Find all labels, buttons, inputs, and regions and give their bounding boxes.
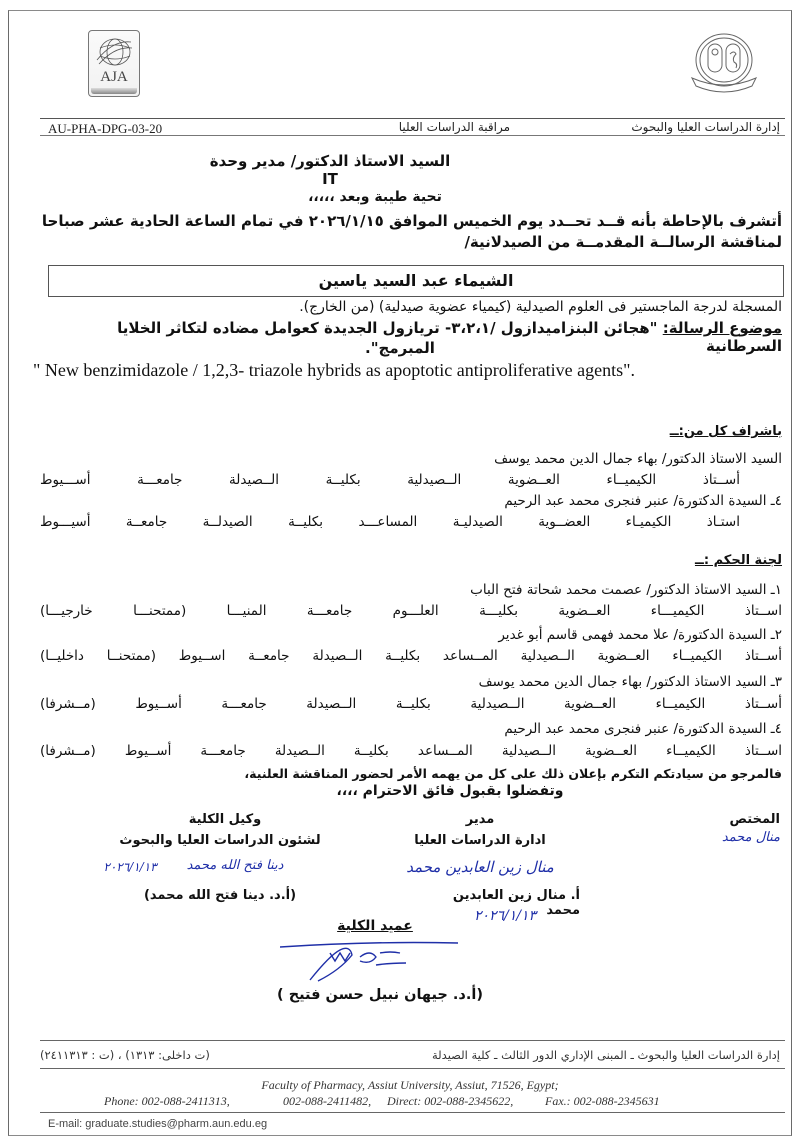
committee-heading: لجنة الحكم :ــ [694,553,782,568]
director-name: أ. منال زين العابدين محمد [452,888,580,918]
university-seal-icon [684,26,764,100]
footer-divider [40,1040,785,1041]
footer-phone: Phone: 002-088-2411313, [104,1094,230,1108]
committee-member-name: ٣ـ السيد الاستاذ الدكتور/ بهاء جمال الدين محمد يوسف [478,674,782,690]
logo-base [91,88,137,94]
header-right-label: إدارة الدراسات العليا والبحوث [631,120,780,134]
dean-signature-icon [280,935,460,985]
director-title: مدير [465,812,495,827]
aja-logo [88,30,140,97]
footer-divider [40,1068,785,1069]
committee-member-name: ٢ـ السيدة الدكتورة/ علا محمد فهمى قاسم أبو غدير [498,627,782,643]
footer-divider [40,1112,785,1113]
footer-phone-2: 002-088-2411482, [283,1094,372,1108]
closing-regards: وتفضلوا بقبول فائق الاحترام ،،،، [336,783,564,799]
supervisor-name: السيد الاستاذ الدكتور/ بهاء جمال الدين محمد يوسف [494,451,782,467]
footer-phones-ar: (ت داخلى: ١٣١٣) ، (ت : ٢٤١١٣١٣) [40,1048,210,1062]
committee-member-title: اســتاذ الكيميـــاء العــضوية بكليـــة العلـــوم جامعـــة المنيـــا (ممتحنـــا خارجيـــا) [40,603,782,619]
committee-member-title: أســتاذ الكيميــاء العــضوية الــصيدلية المــساعد بكليــة الــصيدلة جامعــة اســيوط (ممتحنــا داخليــا) [40,648,782,664]
supervision-heading: باشراف كل من:ــ [669,424,782,439]
candidate-name-box [48,265,784,297]
dean-title: عميد الكلية [337,918,413,934]
footer-address-en: Faculty of Pharmacy, Assiut University, Assiut, 71526, Egypt; [261,1078,559,1092]
body-line-2: لمناقشة الرسالــة المقدمــة من الصيدلانية/ [464,233,782,251]
director-signature: منال زين العابدين محمد [406,858,554,876]
registration-line: المسجلة لدرجة الماجستير فى العلوم الصيدلية (كيمياء عضوية صيدلية) (من الخارج). [299,299,782,315]
supervisor-name: ٤ـ السيدة الدكتورة/ عنبر فنجرى محمد عبد الرحيم [504,493,782,509]
director-dept: ادارة الدراسات العليا [414,833,546,848]
topic-ar-line-2: المبرمج". [365,339,435,357]
committee-member-title: اســتاذ الكيميــاء العــضوية الــصيدلية المــساعد بكليــة الــصيدلة جامعـــة أســيوط (مــشرفا) [40,743,782,759]
header-divider-bottom [40,135,785,136]
addressee: السيد الاستاذ الدكتور/ مدير وحدة IT [209,152,451,188]
vice-dean-title: وكيل الكلية [188,812,262,827]
committee-member-name: ٤ـ السيدة الدكتورة/ عنبر فنجرى محمد عبد الرحيم [504,721,782,737]
footer-direct: Direct: 002-088-2345622, [387,1094,514,1108]
specialist-signature: منال محمد [721,830,780,845]
vice-dean-dept: لشئون الدراسات العليا والبحوث [119,833,321,848]
greeting: تحية طيبة وبعد ،،،،، [308,189,442,205]
vice-dean-signature-date: ٢٠٢٦/١/١٣ [103,860,157,874]
document-code: AU-PHA-DPG-03-20 [48,121,163,136]
aja-logo-text: AJA [100,69,128,85]
committee-member-title: أســتاذ الكيميــاء العــضوية الــصيدلية بكليــة الــصيدلة جامعـــة أســيوط (مــشرفا) [40,696,782,712]
footer-email[interactable]: E-mail: graduate.studies@pharm.aun.edu.eg [48,1118,268,1130]
header-center-label: مراقبة الدراسات العليا [398,120,510,134]
topic-english: " New benzimidazole / 1,2,3- triazole hybrids as apoptotic antiproliferative agents". [33,360,635,380]
globe-icon [95,36,133,68]
vice-dean-signature: دينا فتح الله محمد [186,858,284,873]
closing-request: فالمرجو من سيادتكم التكرم بإعلان ذلك على كل من يهمه الأمر لحضور المناقشة العلنية، [244,766,782,781]
supervisor-title: استـاذ الكيميـاء العضــوية الصيدليـة المساعـــد بكليــة الصيدلــة جامعــة أسيـــوط [40,514,740,530]
specialist-title: المختص [729,812,780,827]
topic-label: موضوع الرسالة: [662,319,782,337]
candidate-name: الشيماء عبد السيد ياسين [318,271,514,290]
supervisor-title: أســتاذ الكيميــاء العــضوية الــصيدلية بكليــة الــصيدلة جامعـــة أســـيوط [40,472,740,488]
footer-address-ar: إدارة الدراسات العليا والبحوث ـ المبنى الإداري الدور الثالث ـ كلية الصيدلة [431,1048,780,1062]
topic-ar-line-1: "هجائن البنزاميدازول /٣،٢،١- تريازول الجديدة كعوامل مضاده لتكاثر الخلايا السرطانية [117,319,782,355]
footer-fax: Fax.: 002-088-2345631 [545,1094,660,1108]
director-signature-date: ٢٠٢٦/١/١٣ [473,908,537,924]
vice-dean-name: (أ.د. دينا فتح الله محمد) [143,888,297,903]
dean-name: (أ.د. جيهان نبيل حسن فتيح ) [277,987,483,1003]
body-line-1: أتشرف بالإحاطة بأنه قــد تحــدد يوم الخميس الموافق ٢٠٢٦/١/١٥ في تمام الساعة الحادية عشر صباحا [41,212,782,230]
committee-member-name: ١ـ السيد الاستاذ الدكتور/ عصمت محمد شحاتة فتح الباب [470,582,782,598]
header-divider [40,118,785,119]
